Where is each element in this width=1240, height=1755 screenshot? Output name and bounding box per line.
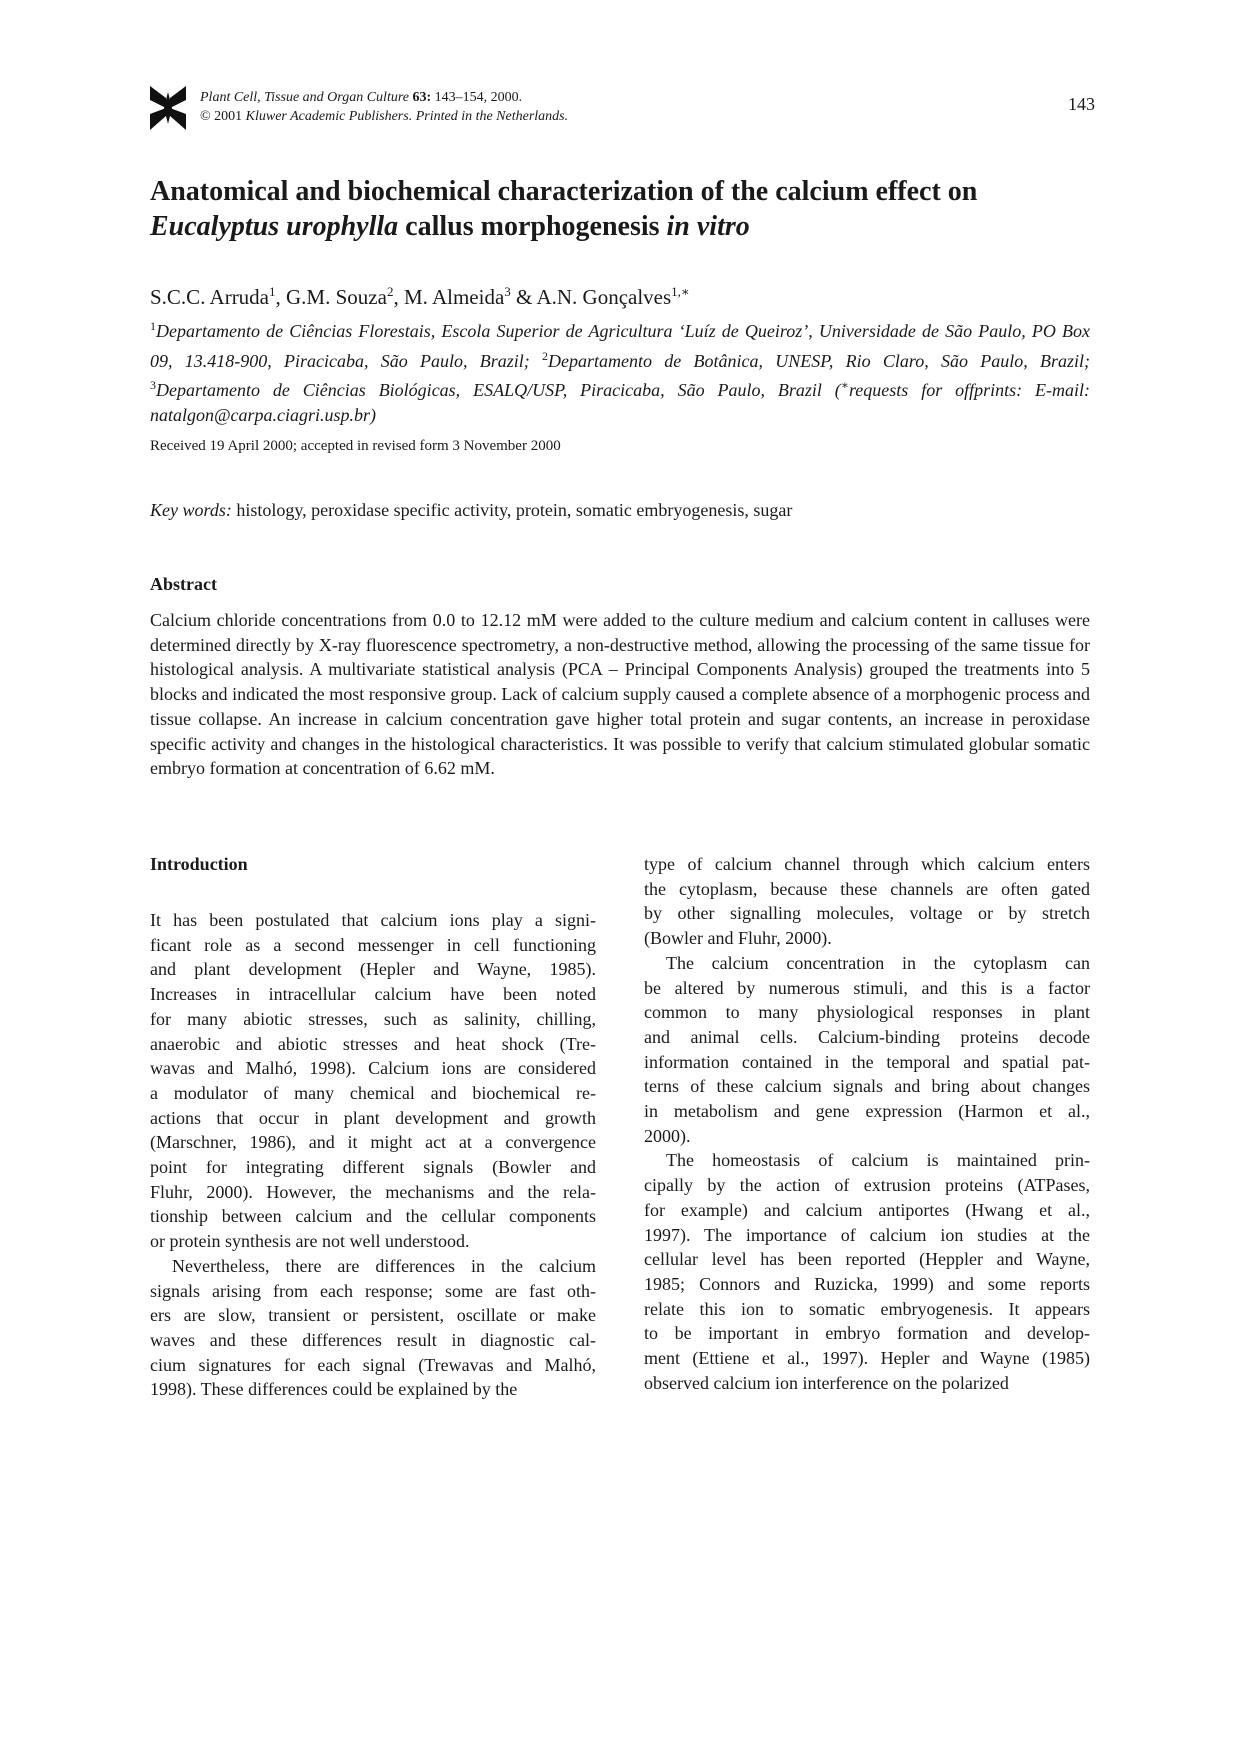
keywords (150, 500, 792, 521)
text-line: be altered by numerous stimuli, and this is a factor (644, 977, 1090, 998)
journal-citation (200, 88, 568, 126)
abstract-text: Calcium chloride concentrations from 0.0 to 12.12 mM were added to the culture medium and calcium content in calluses were determined directly by X-ray fluorescence spectrometry, a non-destructive method, allowing the processing of the same tissue for histological analysis. A multivariate statistical analysis (PCA – Principal Components Analysis) grouped the treatments into 5 blocks and indicated the most responsive group. Lack of calcium supply caused a complete absence of a morphogenic process and tissue collapse. An increase in calcium concentration gave higher total protein and sugar contents, an increase in peroxidase specific activity and changes in the histological characteristics. It was possible to verify that calcium stimulated globular somatic embryo formation at concentration of 6.62 mM. (150, 610, 1090, 779)
text-line: cipally by the action of extrusion proteins (ATPases, (644, 1175, 1090, 1196)
text-line: for example) and calcium antiportes (Hwang et al., (644, 1199, 1090, 1220)
paragraph (644, 852, 1090, 951)
page-number: 143 (1068, 94, 1095, 114)
text-line: type of calcium channel through which calcium enters (644, 854, 1090, 874)
author-affiliation-mark: 2 (386, 284, 394, 299)
affiliation-mark: 2 (542, 348, 548, 363)
journal-pages: 143–154, 2000. (434, 90, 523, 105)
paper-title (150, 174, 1090, 244)
affiliations (150, 314, 1090, 427)
journal-volume: 63: (412, 90, 432, 105)
introduction-heading: Introduction (150, 854, 248, 874)
body-column-left (150, 908, 596, 1402)
text-line: waves and these differences result in diagnostic cal- (150, 1329, 596, 1350)
title-middle: callus morphogenesis (398, 211, 667, 242)
author-name: & A.N. Gonçalves (510, 285, 672, 309)
kluwer-logo-icon (150, 86, 186, 130)
affiliation-mark: 3 (150, 378, 156, 392)
text-line: a modulator of many chemical and biochemical re- (150, 1082, 596, 1103)
text-line: (Bowler and Fluhr, 2000). (644, 928, 832, 949)
text-line: ficant role as a second messenger in cell functioning (150, 934, 596, 955)
received-dates: Received 19 April 2000; accepted in revised form 3 November 2000 (150, 438, 561, 454)
corresponding-mark: ∗ (840, 378, 849, 392)
text-line: in metabolism and gene expression (Harmon et al., (644, 1101, 1090, 1122)
text-line: 1997). The importance of calcium ion studies at the (644, 1224, 1090, 1245)
text-line: It has been postulated that calcium ions play a signi- (150, 910, 596, 930)
affiliation-text: Departamento de Ciências Florestais, Escola Superior de Agricultura ‘Luíz de Queiroz’, Universidade de São Paulo, PO Box 09, 13.418-900, Piracicaba, São Paulo, Brazil; (150, 321, 1090, 371)
affiliation-text: Departamento de Ciências Biológicas, ESALQ/USP, Piracicaba, São Paulo, Brazil ( (156, 380, 841, 400)
text-line: signals arising from each response; some are fast oth- (150, 1280, 596, 1301)
text-line: to be important in embryo formation and develop- (644, 1323, 1090, 1344)
text-line: the cytoplasm, because these channels are often gated (644, 878, 1090, 899)
text-line: terns of these calcium signals and bring about changes (644, 1076, 1090, 1097)
title-line-1: Anatomical and biochemical characterization of the calcium effect on (150, 176, 978, 207)
text-line: and animal cells. Calcium-binding proteins decode (644, 1026, 1090, 1047)
author-affiliation-mark: 3 (504, 284, 511, 299)
keywords-text: histology, peroxidase specific activity, protein, somatic embryogenesis, sugar (231, 500, 793, 520)
text-line: or protein synthesis are not well understood. (150, 1231, 470, 1252)
text-line: Increases in intracellular calcium have been noted (150, 984, 596, 1005)
text-line: (Marschner, 1986), and it might act at a convergence (150, 1132, 596, 1153)
author-affiliation-mark: 1,∗ (671, 284, 690, 299)
keywords-label: Key words: (150, 500, 232, 520)
author-name: S.C.C. Arruda (150, 285, 270, 309)
journal-line-1 (200, 88, 568, 107)
text-line: The homeostasis of calcium is maintained prin- (666, 1150, 1090, 1171)
text-line: common to many physiological responses in plant (644, 1002, 1090, 1023)
text-line: 1985; Connors and Ruzicka, 1999) and some reports (644, 1273, 1090, 1294)
text-line: tionship between calcium and the cellular components (150, 1206, 596, 1227)
author-name: , G.M. Souza (275, 285, 387, 309)
paragraph (644, 951, 1090, 1149)
paragraph (150, 1254, 596, 1402)
title-in-vitro: in vitro (666, 211, 750, 242)
author-name: , M. Almeida (393, 285, 505, 309)
title-species: Eucalyptus urophylla (150, 211, 399, 242)
text-line: ers are slow, transient or persistent, oscillate or make (150, 1305, 596, 1326)
text-line: by other signalling molecules, voltage or by stretch (644, 903, 1090, 924)
text-line: anaerobic and abiotic stresses and heat shock (Tre- (150, 1033, 596, 1054)
affiliation-mark: 1 (150, 319, 156, 333)
abstract-heading: Abstract (150, 574, 217, 594)
body-column-right (644, 852, 1090, 1395)
title-line-2 (150, 209, 1090, 244)
text-line: 1998). These differences could be explained by the (150, 1379, 518, 1400)
text-line: cellular level has been reported (Heppler and Wayne, (644, 1249, 1090, 1270)
paragraph (644, 1148, 1090, 1395)
text-line: for many abiotic stresses, such as salinity, chilling, (150, 1008, 596, 1029)
text-line: information contained in the temporal and spatial pat- (644, 1051, 1090, 1072)
copyright: © 2001 (200, 109, 243, 124)
text-line: Nevertheless, there are differences in the calcium (172, 1255, 596, 1276)
affiliation-text: Departamento de Botânica, UNESP, Rio Claro, São Paulo, Brazil; (548, 350, 1090, 371)
text-line: actions that occur in plant development and growth (150, 1107, 596, 1128)
affiliation-text: requests for offprints: E-mail: natalgon@carpa.ciagri.usp.br) (150, 380, 1091, 425)
publisher: Kluwer Academic Publishers. Printed in the Netherlands. (245, 109, 569, 124)
journal-line-2 (200, 107, 568, 126)
text-line: cium signatures for each signal (Trewavas and Malhó, (150, 1354, 596, 1375)
paragraph (150, 908, 596, 1254)
text-line: ment (Ettiene et al., 1997). Hepler and Wayne (1985) (644, 1348, 1090, 1369)
author-affiliation-mark: 1 (269, 284, 276, 299)
author-list (150, 284, 690, 310)
text-line: wavas and Malhó, 1998). Calcium ions are considered (150, 1058, 596, 1079)
text-line: observed calcium ion interference on the polarized (644, 1372, 1009, 1393)
text-line: 2000). (644, 1125, 691, 1146)
text-line: relate this ion to somatic embryogenesis. It appears (644, 1298, 1090, 1319)
text-line: Fluhr, 2000). However, the mechanisms and the rela- (150, 1181, 596, 1202)
journal-name: Plant Cell, Tissue and Organ Culture (200, 90, 409, 105)
text-line: and plant development (Hepler and Wayne, 1985). (150, 959, 596, 980)
text-line: The calcium concentration in the cytoplasm can (666, 952, 1090, 973)
text-line: point for integrating different signals (Bowler and (150, 1157, 596, 1178)
